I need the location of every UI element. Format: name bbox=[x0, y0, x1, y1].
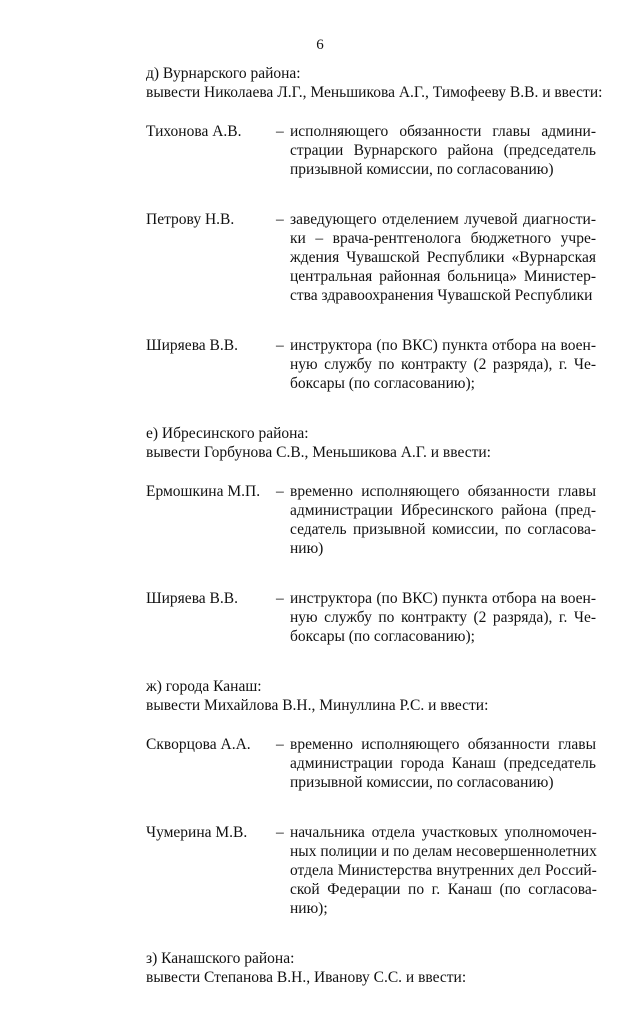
position-line: начальника отдела участковых уполномочен- bbox=[290, 824, 597, 841]
position-description bbox=[290, 735, 596, 792]
document-body bbox=[146, 64, 603, 1009]
position-line: временно исполняющего обязанности главы bbox=[290, 483, 596, 500]
section-title: е) Ибресинского района: bbox=[146, 425, 309, 442]
person-name: Скворцова А.А. bbox=[146, 736, 251, 753]
section-title: д) Вурнарского района: bbox=[146, 65, 301, 82]
position-description bbox=[290, 210, 596, 305]
position-line: страции Вурнарского района (председатель bbox=[290, 142, 596, 159]
appointment-entry bbox=[146, 122, 596, 179]
position-description bbox=[290, 336, 596, 393]
position-line: администрации Ибресинского района (пред- bbox=[290, 502, 596, 519]
section-action: вывести Горбунова С.В., Меньшикова А.Г. и ввести: bbox=[146, 444, 491, 461]
dash-separator: – bbox=[276, 337, 284, 354]
section-heading bbox=[146, 64, 603, 102]
dash-separator: – bbox=[276, 483, 284, 500]
appointment-entry bbox=[146, 210, 596, 305]
section-action: вывести Михайлова В.Н., Минуллина Р.С. и ввести: bbox=[146, 697, 489, 714]
position-line: седатель призывной комиссии, по согласова- bbox=[290, 521, 596, 538]
section-title: ж) города Канаш: bbox=[146, 678, 262, 695]
section bbox=[146, 424, 596, 646]
section-action: вывести Степанова В.Н., Иванову С.С. и ввести: bbox=[146, 969, 467, 986]
appointment-entry bbox=[146, 589, 596, 646]
person-name: Тихонова А.В. bbox=[146, 123, 242, 140]
position-line: ждения Чувашской Республики «Вурнарская bbox=[290, 249, 596, 266]
position-line: центральная районная больница» Министер- bbox=[290, 268, 596, 285]
position-line: призывной комиссии, по согласованию) bbox=[290, 161, 554, 178]
position-line: нию); bbox=[290, 900, 328, 917]
appointment-entry bbox=[146, 823, 596, 918]
position-line: ных полиции и по делам несовершеннолетних bbox=[290, 843, 597, 860]
section-heading bbox=[146, 677, 596, 715]
page-number: 6 bbox=[316, 37, 324, 53]
appointment-entry bbox=[146, 735, 596, 792]
position-line: ную службу по контракту (2 разряда), г. Че- bbox=[290, 356, 596, 373]
person-name: Петрову Н.В. bbox=[146, 211, 235, 228]
position-line: инструктора (по ВКС) пункта отбора на воен- bbox=[290, 337, 596, 354]
section bbox=[146, 949, 596, 987]
position-line: временно исполняющего обязанности главы bbox=[290, 736, 596, 753]
section-heading bbox=[146, 424, 596, 462]
position-line: заведующего отделением лучевой диагности- bbox=[290, 211, 596, 228]
dash-separator: – bbox=[276, 736, 284, 753]
position-line: ки – врача-рентгенолога бюджетного учре- bbox=[290, 230, 596, 247]
position-line: ской Федерации по г. Канаш (по согласова- bbox=[290, 881, 597, 898]
section bbox=[146, 677, 596, 918]
position-description bbox=[290, 482, 596, 558]
section-heading bbox=[146, 949, 596, 987]
appointment-entry bbox=[146, 482, 596, 558]
dash-separator: – bbox=[276, 590, 284, 607]
person-name: Ширяева В.В. bbox=[146, 337, 238, 354]
position-line: боксары (по согласованию); bbox=[290, 628, 475, 645]
position-description bbox=[290, 589, 596, 646]
dash-separator: – bbox=[276, 123, 284, 140]
position-line: нию) bbox=[290, 540, 324, 557]
section-action: вывести Николаева Л.Г., Меньшикова А.Г., Тимофееву В.В. и ввести: bbox=[146, 84, 603, 101]
position-line: администрации города Канаш (председатель bbox=[290, 755, 596, 772]
section bbox=[146, 64, 603, 393]
position-line: инструктора (по ВКС) пункта отбора на воен- bbox=[290, 590, 596, 607]
appointment-entry bbox=[146, 336, 596, 393]
position-description bbox=[290, 823, 597, 918]
position-line: ства здравоохранения Чувашской Республики bbox=[290, 287, 593, 304]
dash-separator: – bbox=[276, 824, 284, 841]
section-title: з) Канашского района: bbox=[146, 950, 295, 967]
position-description bbox=[290, 122, 596, 179]
position-line: ную службу по контракту (2 разряда), г. Че- bbox=[290, 609, 596, 626]
position-line: отдела Министерства внутренних дел Россий- bbox=[290, 862, 597, 879]
person-name: Ермошкина М.П. bbox=[146, 483, 261, 500]
position-line: исполняющего обязанности главы админи- bbox=[290, 123, 596, 140]
dash-separator: – bbox=[276, 211, 284, 228]
person-name: Чумерина М.В. bbox=[146, 824, 248, 841]
position-line: призывной комиссии, по согласованию) bbox=[290, 774, 554, 791]
position-line: боксары (по согласованию); bbox=[290, 375, 475, 392]
person-name: Ширяева В.В. bbox=[146, 590, 238, 607]
